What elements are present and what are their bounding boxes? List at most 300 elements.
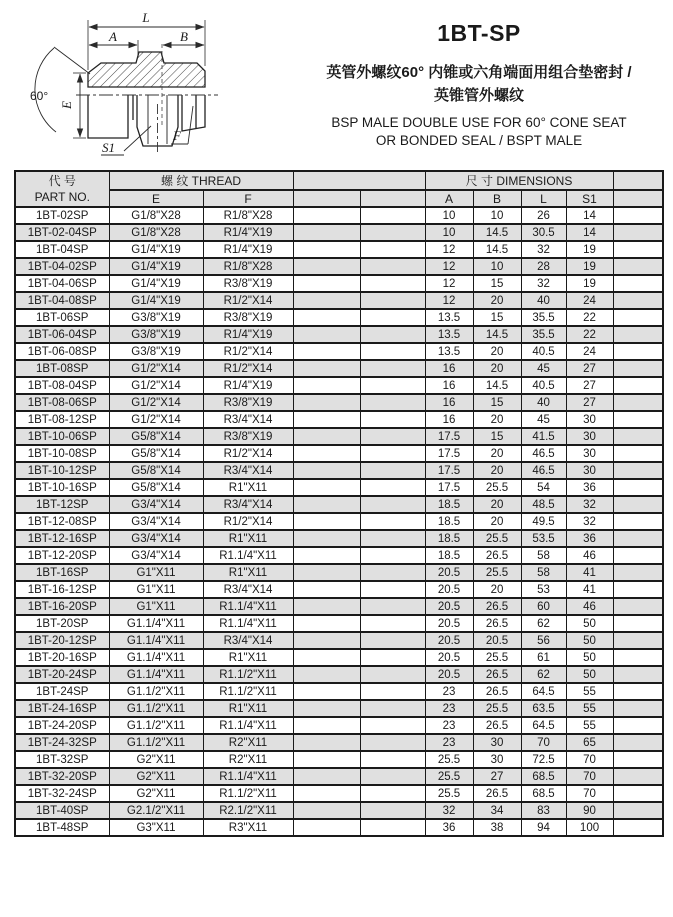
cell-dim-l: 32 xyxy=(521,275,566,292)
cell-dim-l: 32 xyxy=(521,241,566,258)
cell-blank xyxy=(293,428,360,445)
cell-dim-l: 45 xyxy=(521,411,566,428)
cell-dim-l: 48.5 xyxy=(521,496,566,513)
cell-part-no: 1BT-32-24SP xyxy=(15,785,109,802)
cell-dim-l: 68.5 xyxy=(521,768,566,785)
cell-thread-e: G3/4"X14 xyxy=(109,547,203,564)
cell-thread-e: G1.1/4"X11 xyxy=(109,666,203,683)
cell-dim-s1: 50 xyxy=(566,615,613,632)
cell-dim-a: 12 xyxy=(425,292,473,309)
header-col-s1: S1 xyxy=(566,190,613,207)
cell-dim-l: 94 xyxy=(521,819,566,836)
cell-blank xyxy=(360,258,425,275)
cell-blank xyxy=(360,207,425,224)
header-col-e: E xyxy=(109,190,203,207)
cell-dim-b: 20 xyxy=(473,513,521,530)
cell-dim-b: 20 xyxy=(473,581,521,598)
cell-blank xyxy=(360,666,425,683)
cell-blank xyxy=(613,394,663,411)
cell-part-no: 1BT-48SP xyxy=(15,819,109,836)
cell-dim-l: 64.5 xyxy=(521,717,566,734)
cell-dim-s1: 50 xyxy=(566,632,613,649)
cell-thread-f: R2"X11 xyxy=(203,734,293,751)
cell-thread-e: G1/2"X14 xyxy=(109,394,203,411)
cell-blank xyxy=(360,717,425,734)
cell-part-no: 1BT-12-16SP xyxy=(15,530,109,547)
cell-blank xyxy=(360,445,425,462)
cell-dim-a: 20.5 xyxy=(425,649,473,666)
cell-dim-s1: 27 xyxy=(566,394,613,411)
cell-thread-e: G1.1/2"X11 xyxy=(109,717,203,734)
cell-blank xyxy=(613,564,663,581)
cell-blank xyxy=(293,717,360,734)
cell-thread-e: G1/4"X19 xyxy=(109,258,203,275)
cell-blank xyxy=(360,683,425,700)
cell-thread-f: R3"X11 xyxy=(203,819,293,836)
cell-blank xyxy=(360,700,425,717)
cell-dim-s1: 55 xyxy=(566,683,613,700)
cell-blank xyxy=(360,343,425,360)
cell-dim-b: 25.5 xyxy=(473,479,521,496)
cell-blank xyxy=(613,411,663,428)
cell-thread-e: G3/8"X19 xyxy=(109,326,203,343)
cell-thread-f: R1.1/4"X11 xyxy=(203,615,293,632)
cell-dim-a: 18.5 xyxy=(425,513,473,530)
cell-thread-f: R1/2"X14 xyxy=(203,343,293,360)
cell-blank xyxy=(360,564,425,581)
cell-dim-b: 14.5 xyxy=(473,377,521,394)
cell-part-no: 1BT-16SP xyxy=(15,564,109,581)
cell-thread-f: R1/4"X19 xyxy=(203,377,293,394)
cell-thread-f: R1.1/4"X11 xyxy=(203,547,293,564)
cell-dim-l: 41.5 xyxy=(521,428,566,445)
table-body xyxy=(15,207,663,836)
cell-blank xyxy=(293,462,360,479)
cell-thread-f: R1.1/2"X11 xyxy=(203,785,293,802)
technical-drawing xyxy=(0,0,248,168)
table-row xyxy=(15,632,663,649)
cell-thread-f: R3/4"X14 xyxy=(203,632,293,649)
cell-dim-s1: 90 xyxy=(566,802,613,819)
cell-dim-a: 20.5 xyxy=(425,598,473,615)
cell-dim-a: 12 xyxy=(425,275,473,292)
cell-part-no: 1BT-06-08SP xyxy=(15,343,109,360)
cell-part-no: 1BT-04-08SP xyxy=(15,292,109,309)
cell-dim-b: 30 xyxy=(473,734,521,751)
cell-blank xyxy=(293,683,360,700)
cell-thread-e: G1.1/2"X11 xyxy=(109,734,203,751)
cell-dim-b: 20 xyxy=(473,445,521,462)
cell-thread-f: R1"X11 xyxy=(203,564,293,581)
cell-blank xyxy=(613,224,663,241)
cell-part-no: 1BT-04-02SP xyxy=(15,258,109,275)
cell-blank xyxy=(613,649,663,666)
cell-blank xyxy=(613,275,663,292)
table-row xyxy=(15,207,663,224)
parts-table xyxy=(14,170,664,837)
cell-dim-s1: 24 xyxy=(566,292,613,309)
table-row xyxy=(15,717,663,734)
cell-thread-f: R1/2"X14 xyxy=(203,360,293,377)
subtitle-cn-line2: 英锥管外螺纹 xyxy=(433,87,524,104)
cell-thread-e: G1/2"X14 xyxy=(109,360,203,377)
table-row xyxy=(15,360,663,377)
table-row xyxy=(15,683,663,700)
left-thread-outline xyxy=(88,95,133,138)
cell-dim-l: 62 xyxy=(521,615,566,632)
cell-blank xyxy=(360,513,425,530)
cell-dim-b: 27 xyxy=(473,768,521,785)
cell-dim-s1: 30 xyxy=(566,445,613,462)
cell-part-no: 1BT-10-16SP xyxy=(15,479,109,496)
cell-dim-b: 25.5 xyxy=(473,530,521,547)
hex-label-s1: S1 xyxy=(102,140,115,155)
subtitle-en-line2: OR BONDED SEAL / BSPT MALE xyxy=(375,133,583,148)
cell-dim-a: 18.5 xyxy=(425,496,473,513)
cell-blank xyxy=(293,564,360,581)
cell-blank xyxy=(293,581,360,598)
cell-thread-f: R3/4"X14 xyxy=(203,411,293,428)
table-row xyxy=(15,700,663,717)
cell-dim-b: 26.5 xyxy=(473,598,521,615)
cell-blank xyxy=(293,394,360,411)
cell-thread-f: R1.1/2"X11 xyxy=(203,666,293,683)
cell-dim-a: 23 xyxy=(425,700,473,717)
dim-label-e: E xyxy=(59,101,74,109)
cell-blank xyxy=(293,224,360,241)
cell-dim-l: 26 xyxy=(521,207,566,224)
cell-blank xyxy=(293,309,360,326)
cell-thread-f: R2.1/2"X11 xyxy=(203,802,293,819)
cell-blank xyxy=(613,581,663,598)
cell-dim-b: 20 xyxy=(473,462,521,479)
cell-blank xyxy=(360,411,425,428)
cell-thread-f: R3/8"X19 xyxy=(203,394,293,411)
table-row xyxy=(15,462,663,479)
cell-blank xyxy=(613,598,663,615)
cell-dim-s1: 30 xyxy=(566,428,613,445)
cell-blank xyxy=(360,496,425,513)
table-row xyxy=(15,309,663,326)
cell-dim-l: 83 xyxy=(521,802,566,819)
cell-dim-a: 25.5 xyxy=(425,751,473,768)
cell-part-no: 1BT-24-16SP xyxy=(15,700,109,717)
cell-dim-a: 12 xyxy=(425,258,473,275)
cell-dim-l: 40 xyxy=(521,292,566,309)
cell-blank xyxy=(360,309,425,326)
cell-thread-f: R1.1/4"X11 xyxy=(203,717,293,734)
cell-dim-s1: 50 xyxy=(566,666,613,683)
cell-blank xyxy=(613,666,663,683)
cell-dim-b: 20 xyxy=(473,292,521,309)
cell-blank xyxy=(360,275,425,292)
cell-thread-e: G1/2"X14 xyxy=(109,377,203,394)
cell-dim-l: 53.5 xyxy=(521,530,566,547)
cell-blank xyxy=(613,207,663,224)
cell-dim-l: 46.5 xyxy=(521,462,566,479)
cell-blank xyxy=(613,428,663,445)
cell-dim-s1: 46 xyxy=(566,547,613,564)
cell-dim-a: 25.5 xyxy=(425,785,473,802)
cell-dim-a: 17.5 xyxy=(425,445,473,462)
cell-thread-e: G5/8"X14 xyxy=(109,462,203,479)
cell-thread-e: G3/8"X19 xyxy=(109,309,203,326)
table-row xyxy=(15,547,663,564)
table-row xyxy=(15,411,663,428)
header-blank-group xyxy=(293,171,425,190)
cell-part-no: 1BT-16-12SP xyxy=(15,581,109,598)
cell-blank xyxy=(360,615,425,632)
cell-blank xyxy=(613,683,663,700)
cell-part-no: 1BT-32SP xyxy=(15,751,109,768)
cell-dim-b: 34 xyxy=(473,802,521,819)
cell-blank xyxy=(360,734,425,751)
table-row xyxy=(15,819,663,836)
cell-blank xyxy=(613,785,663,802)
cell-part-no: 1BT-20-16SP xyxy=(15,649,109,666)
cell-blank xyxy=(360,224,425,241)
cell-dim-l: 28 xyxy=(521,258,566,275)
cell-dim-l: 63.5 xyxy=(521,700,566,717)
table-row xyxy=(15,445,663,462)
cell-dim-a: 25.5 xyxy=(425,768,473,785)
cell-thread-f: R1/4"X19 xyxy=(203,224,293,241)
cell-dim-s1: 65 xyxy=(566,734,613,751)
table-row xyxy=(15,581,663,598)
cell-blank xyxy=(293,241,360,258)
cell-part-no: 1BT-06SP xyxy=(15,309,109,326)
cell-dim-a: 18.5 xyxy=(425,530,473,547)
cell-blank xyxy=(613,360,663,377)
cell-thread-f: R3/8"X19 xyxy=(203,275,293,292)
cell-blank xyxy=(613,292,663,309)
cell-dim-b: 15 xyxy=(473,309,521,326)
cell-dim-a: 36 xyxy=(425,819,473,836)
cell-dim-b: 20 xyxy=(473,496,521,513)
cell-dim-a: 16 xyxy=(425,394,473,411)
header-part-no xyxy=(15,171,109,207)
table-row xyxy=(15,768,663,785)
cell-dim-l: 35.5 xyxy=(521,326,566,343)
cell-blank xyxy=(613,802,663,819)
cell-blank xyxy=(293,700,360,717)
cell-blank xyxy=(293,802,360,819)
cell-dim-l: 68.5 xyxy=(521,785,566,802)
cell-part-no: 1BT-10-06SP xyxy=(15,428,109,445)
cell-part-no: 1BT-20SP xyxy=(15,615,109,632)
cell-dim-b: 26.5 xyxy=(473,615,521,632)
cell-thread-e: G1.1/4"X11 xyxy=(109,649,203,666)
cell-blank xyxy=(293,496,360,513)
cell-dim-b: 20.5 xyxy=(473,632,521,649)
cell-dim-b: 10 xyxy=(473,207,521,224)
cell-blank xyxy=(360,326,425,343)
cell-blank xyxy=(360,632,425,649)
cell-part-no: 1BT-04SP xyxy=(15,241,109,258)
cell-blank xyxy=(293,751,360,768)
cell-thread-e: G5/8"X14 xyxy=(109,479,203,496)
cell-dim-l: 60 xyxy=(521,598,566,615)
cell-blank xyxy=(360,394,425,411)
cell-dim-a: 10 xyxy=(425,207,473,224)
cell-dim-s1: 50 xyxy=(566,649,613,666)
cell-dim-b: 15 xyxy=(473,275,521,292)
cell-part-no: 1BT-08-06SP xyxy=(15,394,109,411)
cell-thread-f: R1"X11 xyxy=(203,479,293,496)
cell-part-no: 1BT-24SP xyxy=(15,683,109,700)
cell-dim-s1: 55 xyxy=(566,700,613,717)
cell-thread-e: G2"X11 xyxy=(109,751,203,768)
cell-thread-e: G1.1/4"X11 xyxy=(109,632,203,649)
header-part-no-cn: 代 号 xyxy=(48,174,76,188)
cell-thread-f: R1"X11 xyxy=(203,530,293,547)
cell-dim-s1: 22 xyxy=(566,326,613,343)
table-row xyxy=(15,751,663,768)
cell-blank xyxy=(293,411,360,428)
cell-dim-b: 14.5 xyxy=(473,326,521,343)
cell-blank xyxy=(613,717,663,734)
table-row xyxy=(15,275,663,292)
table-row xyxy=(15,802,663,819)
cell-part-no: 1BT-08SP xyxy=(15,360,109,377)
subtitle-en-line1: BSP MALE DOUBLE USE FOR 60° CONE SEAT xyxy=(331,115,627,130)
dim-label-a: A xyxy=(109,29,117,44)
cell-blank xyxy=(360,292,425,309)
cell-thread-e: G2"X11 xyxy=(109,768,203,785)
cell-thread-e: G3/8"X19 xyxy=(109,343,203,360)
cell-part-no: 1BT-24-20SP xyxy=(15,717,109,734)
cell-thread-f: R1"X11 xyxy=(203,649,293,666)
cell-dim-b: 26.5 xyxy=(473,785,521,802)
cell-blank xyxy=(293,343,360,360)
cell-blank xyxy=(293,666,360,683)
cell-thread-e: G1.1/2"X11 xyxy=(109,683,203,700)
cell-dim-a: 23 xyxy=(425,717,473,734)
cell-thread-e: G1/4"X19 xyxy=(109,292,203,309)
cell-dim-a: 12 xyxy=(425,241,473,258)
cell-part-no: 1BT-20-24SP xyxy=(15,666,109,683)
cell-part-no: 1BT-10-12SP xyxy=(15,462,109,479)
header-blank-right xyxy=(613,171,663,190)
table-row xyxy=(15,292,663,309)
cell-dim-s1: 41 xyxy=(566,564,613,581)
cell-blank xyxy=(360,462,425,479)
cell-part-no: 1BT-12-08SP xyxy=(15,513,109,530)
cell-blank xyxy=(360,479,425,496)
cell-thread-e: G1/4"X19 xyxy=(109,275,203,292)
cell-blank xyxy=(360,547,425,564)
cell-dim-b: 10 xyxy=(473,258,521,275)
cell-dim-l: 72.5 xyxy=(521,751,566,768)
cell-blank xyxy=(613,700,663,717)
table-row xyxy=(15,224,663,241)
table-row xyxy=(15,615,663,632)
cell-thread-f: R3/4"X14 xyxy=(203,496,293,513)
cell-blank xyxy=(360,241,425,258)
cell-blank xyxy=(293,649,360,666)
table-row xyxy=(15,785,663,802)
cell-blank xyxy=(293,258,360,275)
cell-dim-s1: 30 xyxy=(566,411,613,428)
table-row xyxy=(15,666,663,683)
table-row xyxy=(15,513,663,530)
cell-dim-a: 17.5 xyxy=(425,462,473,479)
cell-thread-f: R1.1/4"X11 xyxy=(203,598,293,615)
subtitle-cn-line1: 英管外螺纹60° 内锥或六角端面用组合垫密封 / xyxy=(326,64,632,81)
f-leader xyxy=(188,106,193,144)
cell-dim-l: 40.5 xyxy=(521,377,566,394)
cell-dim-b: 20 xyxy=(473,343,521,360)
table-row xyxy=(15,530,663,547)
cell-dim-s1: 30 xyxy=(566,462,613,479)
cell-part-no: 1BT-24-32SP xyxy=(15,734,109,751)
cell-blank xyxy=(613,309,663,326)
cell-dim-s1: 14 xyxy=(566,224,613,241)
cell-dim-l: 64.5 xyxy=(521,683,566,700)
cell-thread-e: G1/4"X19 xyxy=(109,241,203,258)
table-row xyxy=(15,258,663,275)
cell-dim-b: 14.5 xyxy=(473,241,521,258)
cell-blank xyxy=(293,768,360,785)
cell-thread-f: R1/2"X14 xyxy=(203,513,293,530)
cell-dim-s1: 70 xyxy=(566,785,613,802)
cell-dim-l: 45 xyxy=(521,360,566,377)
cell-dim-b: 30 xyxy=(473,751,521,768)
cell-dim-b: 25.5 xyxy=(473,564,521,581)
table-row xyxy=(15,428,663,445)
dim-label-f: F xyxy=(173,128,181,143)
cell-dim-l: 61 xyxy=(521,649,566,666)
cell-dim-a: 10 xyxy=(425,224,473,241)
header-blank-2 xyxy=(360,190,425,207)
table-row xyxy=(15,496,663,513)
header-dimensions: 尺 寸 DIMENSIONS xyxy=(425,171,613,190)
cell-dim-s1: 70 xyxy=(566,751,613,768)
cell-thread-f: R2"X11 xyxy=(203,751,293,768)
cell-dim-a: 13.5 xyxy=(425,343,473,360)
cell-blank xyxy=(293,547,360,564)
cell-blank xyxy=(293,615,360,632)
cell-thread-f: R1/2"X14 xyxy=(203,445,293,462)
table-row xyxy=(15,377,663,394)
cell-thread-e: G1"X11 xyxy=(109,564,203,581)
cell-dim-a: 18.5 xyxy=(425,547,473,564)
cell-dim-s1: 24 xyxy=(566,343,613,360)
cell-dim-a: 20.5 xyxy=(425,581,473,598)
cell-dim-s1: 70 xyxy=(566,768,613,785)
dim-label-b: B xyxy=(180,29,188,44)
cell-dim-a: 20.5 xyxy=(425,666,473,683)
cone-ray xyxy=(54,47,90,74)
cell-dim-s1: 27 xyxy=(566,377,613,394)
cell-blank xyxy=(613,734,663,751)
cell-dim-l: 56 xyxy=(521,632,566,649)
cell-dim-a: 16 xyxy=(425,360,473,377)
cell-dim-l: 49.5 xyxy=(521,513,566,530)
cell-blank xyxy=(613,496,663,513)
angle-label: 60° xyxy=(30,89,49,103)
cell-thread-e: G5/8"X14 xyxy=(109,445,203,462)
cell-dim-b: 14.5 xyxy=(473,224,521,241)
cell-blank xyxy=(613,258,663,275)
table-row xyxy=(15,564,663,581)
cell-thread-f: R1/8"X28 xyxy=(203,207,293,224)
cell-thread-e: G2"X11 xyxy=(109,785,203,802)
header-row-2 xyxy=(15,190,663,207)
cell-thread-e: G1/8"X28 xyxy=(109,207,203,224)
cell-dim-l: 35.5 xyxy=(521,309,566,326)
cell-blank xyxy=(613,343,663,360)
